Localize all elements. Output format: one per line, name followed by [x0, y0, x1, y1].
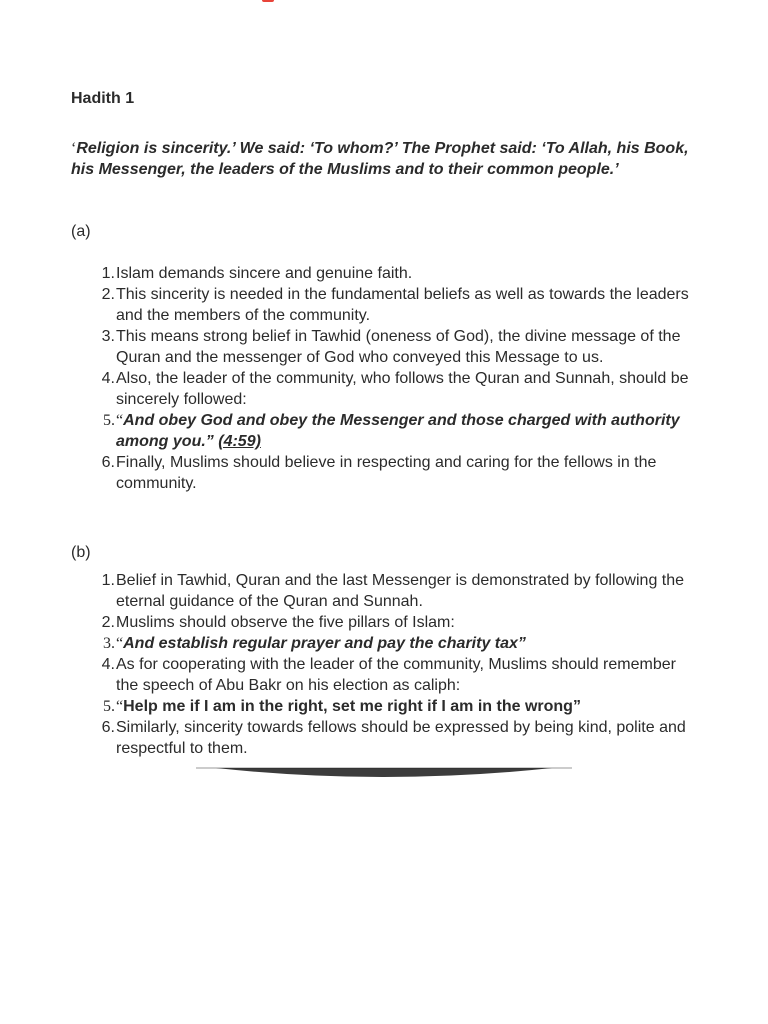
hadith-quote [71, 138, 699, 180]
item-number: 1. [101, 265, 115, 282]
section-b-list [71, 570, 691, 759]
item-number: 4. [101, 656, 115, 673]
item-text: As for cooperating with the leader of the community, Muslims should remember the speech of Abu Bakr on his election as caliph: [116, 656, 676, 694]
item-number: 3. [101, 328, 115, 345]
quran-verse: And obey God and obey the Messenger and those charged with authority among you.” [116, 412, 680, 450]
section-b-label: (b) [71, 544, 91, 561]
item-number: 2. [101, 286, 115, 303]
item-number: 5. [103, 698, 115, 715]
item-text: This sincerity is needed in the fundamental beliefs as well as towards the leaders and the members of the community. [116, 286, 689, 324]
list-item [71, 452, 691, 494]
list-item [71, 612, 691, 633]
item-number: 4. [101, 370, 115, 387]
list-item [71, 326, 691, 368]
quote-open-mark: ‘ [71, 140, 77, 157]
list-item [71, 696, 691, 717]
quran-verse: And establish regular prayer and pay the charity tax” [123, 635, 526, 652]
item-number: 6. [101, 719, 115, 736]
quote-open-mark: “ [116, 635, 124, 652]
item-text: Muslims should observe the five pillars of Islam: [116, 614, 455, 631]
item-text: Belief in Tawhid, Quran and the last Messenger is demonstrated by following the eternal guidance of the Quran and Sunnah. [116, 572, 685, 610]
list-item [71, 570, 691, 612]
item-number: 1. [101, 572, 115, 589]
list-item [71, 410, 691, 452]
item-text [116, 410, 691, 452]
abu-bakr-quote: Help me if I am in the right, set me right if I am in the wrong” [123, 698, 581, 715]
quote-open-mark: “ [116, 412, 124, 429]
page-divider [196, 766, 572, 780]
list-item [71, 368, 691, 410]
item-text: Finally, Muslims should believe in respecting and caring for the fellows in the community. [116, 454, 657, 492]
list-item [71, 284, 691, 326]
list-item [71, 717, 691, 759]
item-number: 6. [101, 454, 115, 471]
item-number: 3. [103, 635, 115, 652]
item-text [116, 633, 691, 654]
item-text: Islam demands sincere and genuine faith. [116, 265, 413, 282]
page-title: Hadith 1 [71, 90, 135, 107]
list-item [71, 654, 691, 696]
item-number: 5. [103, 412, 115, 429]
item-text [116, 696, 691, 717]
list-item [71, 263, 691, 284]
section-a-label: (a) [71, 223, 91, 240]
item-number: 2. [101, 614, 115, 631]
verse-reference: (4:59) [218, 433, 261, 450]
top-red-mark [262, 0, 274, 2]
quote-open-mark: “ [116, 698, 124, 715]
item-text: Similarly, sincerity towards fellows should be expressed by being kind, polite and respectful to them. [116, 719, 686, 757]
list-item [71, 633, 691, 654]
quote-text: Religion is sincerity.’ We said: ‘To whom?’ The Prophet said: ‘To Allah, his Book, his Messenger, the leaders of the Muslims and to their common people.’ [71, 140, 689, 178]
section-a-list [71, 263, 691, 494]
item-text: This means strong belief in Tawhid (oneness of God), the divine message of the Quran and the messenger of God who conveyed this Message to us. [116, 328, 681, 366]
item-text: Also, the leader of the community, who follows the Quran and Sunnah, should be sincerely followed: [116, 370, 689, 408]
